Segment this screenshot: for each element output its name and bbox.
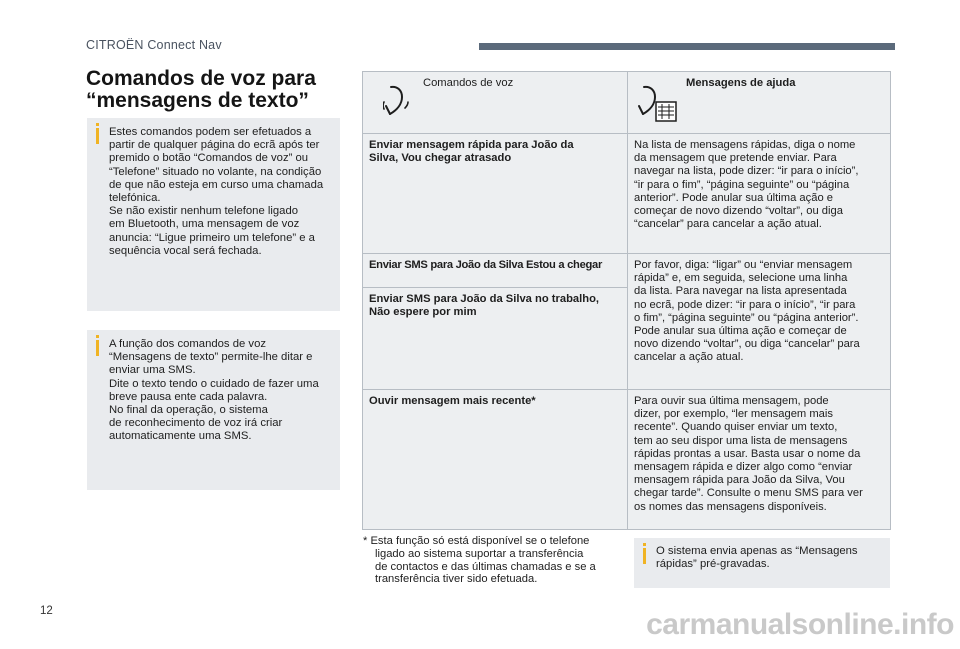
- table-header-row: [363, 72, 891, 134]
- table-row: [363, 254, 891, 288]
- info-icon: [96, 128, 99, 144]
- note-text: Estes comandos podem ser efetuados a partir de qualquer página do ecrã após ter premido o botão “Comandos de voz” ou “Telefone” situado no volante, na condição de que não esteja em curso uma chamada telefónica. Se não existir nenhum telefone ligado em Bluetooth, uma mensagem de voz anuncia: “Ligue primeiro um telefone” e a sequência vocal será fechada.: [109, 126, 324, 257]
- note-box-text-messages: [87, 330, 340, 490]
- header-bar: [479, 43, 895, 50]
- header-voice-commands: Comandos de voz: [423, 77, 514, 89]
- note-box-voice-commands: [87, 118, 340, 311]
- info-icon: [643, 548, 646, 564]
- header-help-messages: Mensagens de ajuda: [686, 77, 796, 89]
- footnote: * Esta função só está disponível se o telefone ligado ao sistema suportar a transferência de contactos e das últimas chamadas e se a transferência tiver sido efetuada.: [363, 535, 596, 586]
- response-text: Para ouvir sua última mensagem, pode dizer, por exemplo, “ler mensagem mais recente”. Quando quiser enviar um texto, tem ao seu dispor uma lista de mensagens rápidas prontas a usar. Basta usar o nome da mensagem rápida e dizer algo como “enviar mensagem rápida para João da Silva, Vou chegar tarde”. Consulte o menu SMS para ver os nomes das mensagens disponíveis.: [634, 395, 863, 513]
- voice-commands-table: [362, 71, 891, 530]
- command-text: Ouvir mensagem mais recente*: [369, 395, 536, 407]
- response-text: Na lista de mensagens rápidas, diga o nome da mensagem que pretende enviar. Para navegar na lista, pode dizer: “ir para o início”, “ir para o fim”, “página seguinte” ou “página anterior”. Pode anular sua última ação e começar de novo dizendo “voltar”, ou diga “cancelar” para cancelar a ação atual.: [634, 139, 859, 231]
- section-title-line1: Comandos de voz para: [86, 67, 316, 90]
- table-row: [363, 390, 891, 530]
- command-cell: [363, 134, 628, 254]
- command-text: Enviar mensagem rápida para João da Silva, Vou chegar atrasado: [369, 139, 574, 165]
- command-cell: [363, 254, 628, 288]
- watermark: carmanualsonline.info: [646, 608, 954, 641]
- table-header-cell: [363, 72, 628, 134]
- page-number: 12: [40, 605, 53, 617]
- command-cell: [363, 390, 628, 530]
- table-header-cell: [628, 72, 891, 134]
- response-cell: [628, 390, 891, 530]
- response-text: Por favor, diga: “ligar” ou “enviar mensagem rápida” e, em seguida, selecione uma linha da lista. Para navegar na lista apresentada no ecrã, pode dizer: “ir para o início”, “ir para o fim”, “página seguinte” ou “página anterior”. Pode anular sua última ação e começar de novo dizendo “voltar”, ou diga “cancelar” para cancelar a ação atual.: [634, 259, 860, 364]
- table-row: [363, 134, 891, 254]
- voice-help-icon: [636, 84, 680, 124]
- note-text: O sistema envia apenas as “Mensagens rápidas” pré-gravadas.: [656, 545, 858, 571]
- voice-command-icon: [383, 84, 411, 118]
- command-cell: [363, 288, 628, 390]
- command-text: Enviar SMS para João da Silva no trabalho, Não espere por mim: [369, 293, 600, 319]
- section-title: [86, 68, 316, 112]
- header-brand: CITROËN Connect Nav: [86, 38, 222, 52]
- command-text: Enviar SMS para João da Silva Estou a chegar: [369, 259, 603, 271]
- response-cell: [628, 134, 891, 254]
- info-icon: [96, 340, 99, 356]
- note-box-quick-messages: [634, 538, 890, 588]
- note-text: A função dos comandos de voz “Mensagens de texto” permite-lhe ditar e enviar uma SMS. Dite o texto tendo o cuidado de fazer uma breve pausa ente cada palavra. No final da operação, o sistema de reconhecimento de voz irá criar automaticamente uma SMS.: [109, 338, 319, 443]
- section-title-line2: “mensagens de texto”: [86, 89, 309, 112]
- response-cell: [628, 254, 891, 390]
